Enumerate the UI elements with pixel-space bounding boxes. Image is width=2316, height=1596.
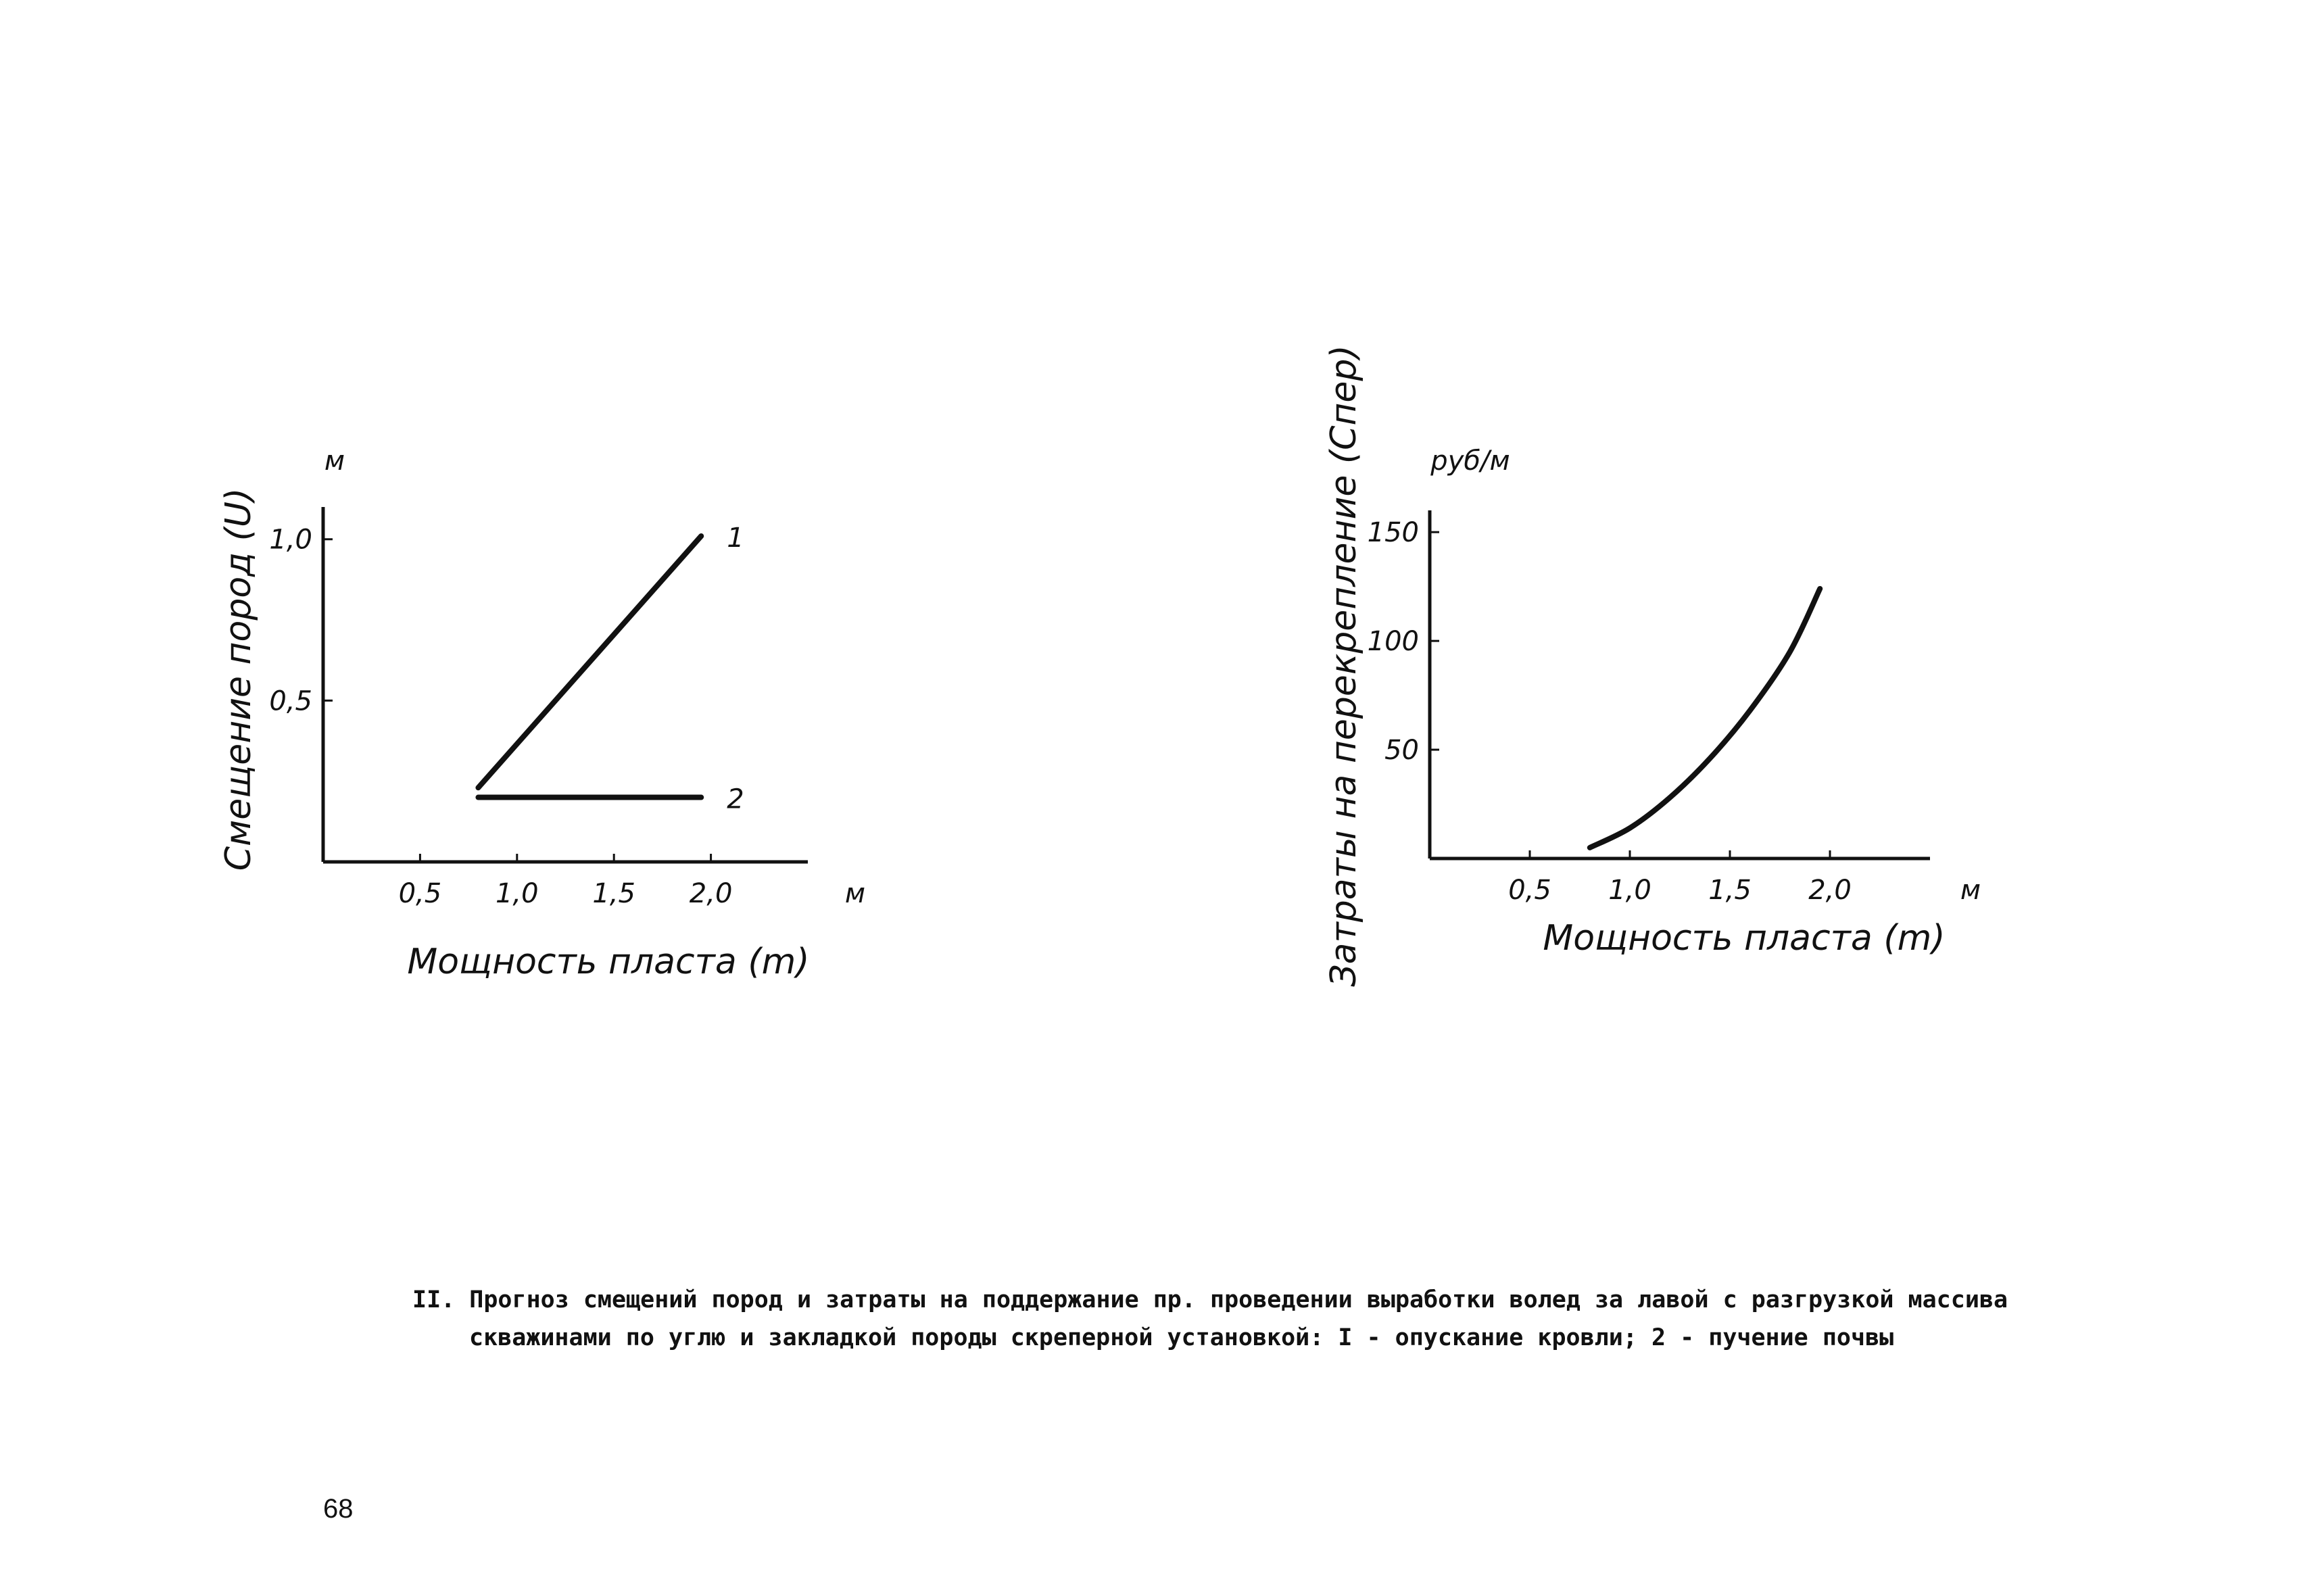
x-tick-label: 2,0 — [689, 878, 733, 909]
caption-line-2: скважинами по углю и закладкой породы скреперной установкой: I - опускание кровли; 2 - пучение почвы — [469, 1324, 1894, 1351]
y-axis-unit: м — [324, 445, 345, 477]
x-tick-label: 0,5 — [1508, 875, 1551, 906]
x-axis-title: Мощность пласта (m) — [407, 942, 810, 982]
x-tick-label: 1,5 — [1708, 875, 1752, 906]
series-line-1 — [1590, 589, 1820, 848]
y-tick-label: 150 — [1367, 517, 1419, 549]
x-tick-label: 0,5 — [398, 878, 442, 909]
y-tick-label: 1,0 — [269, 524, 312, 556]
x-tick-label: 2,0 — [1808, 875, 1852, 906]
x-axis-unit: м — [1960, 875, 1981, 906]
series-label-2: 2 — [727, 783, 744, 815]
y-axis-unit: руб/м — [1430, 445, 1510, 477]
x-tick-label: 1,5 — [592, 878, 636, 909]
x-tick-label: 1,0 — [1608, 875, 1651, 906]
series-label-1: 1 — [727, 522, 744, 554]
figure-caption — [412, 1281, 2021, 1357]
y-axis-title: Затраты на перекрепление (Cпер) — [1324, 345, 1364, 987]
y-tick-label: 0,5 — [269, 685, 312, 717]
x-tick-label: 1,0 — [495, 878, 539, 909]
y-axis-title: Смещение пород (U) — [218, 487, 259, 871]
x-axis-unit: м — [844, 878, 866, 909]
y-tick-label: 100 — [1367, 626, 1419, 658]
page-number: 68 — [323, 1494, 354, 1524]
caption-line-1: II. Прогноз смещений пород и затраты на поддержание пр. проведении выработки волед за лавой с разгрузкой массива — [412, 1286, 2008, 1313]
y-tick-label: 50 — [1384, 735, 1419, 767]
x-axis-title: Мощность пласта (m) — [1543, 918, 1946, 959]
